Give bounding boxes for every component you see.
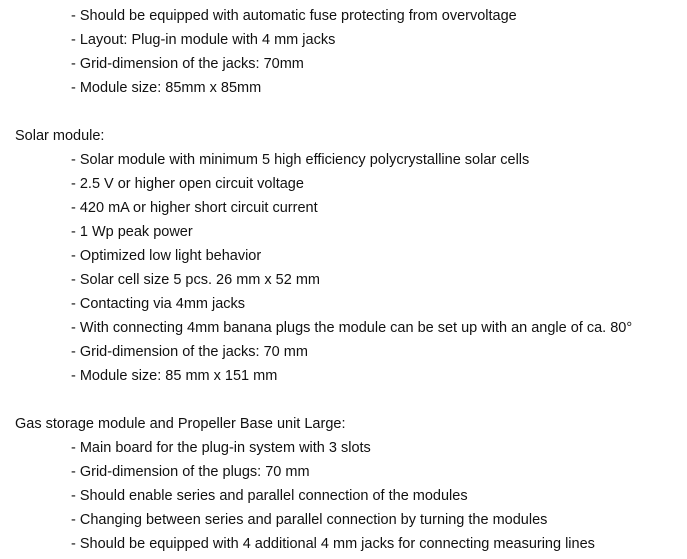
gas-item-4: - Changing between series and parallel connection by turning the modules: [71, 512, 548, 528]
gas-item-3: - Should enable series and parallel connection of the modules: [71, 488, 468, 504]
intro-item-2: - Layout: Plug-in module with 4 mm jacks: [71, 32, 336, 48]
gas-item-1: - Main board for the plug-in system with 3 slots: [71, 440, 371, 456]
solar-item-9: - Grid-dimension of the jacks: 70 mm: [71, 344, 308, 360]
solar-item-10: - Module size: 85 mm x 151 mm: [71, 368, 278, 384]
solar-item-7: - Contacting via 4mm jacks: [71, 296, 246, 312]
intro-item-3: - Grid-dimension of the jacks: 70mm: [71, 56, 304, 72]
intro-item-4: - Module size: 85mm x 85mm: [71, 80, 262, 96]
intro-item-1: - Should be equipped with automatic fuse protecting from overvoltage: [71, 8, 517, 24]
solar-item-1: - Solar module with minimum 5 high efficiency polycrystalline solar cells: [71, 152, 530, 168]
gas-item-5: - Should be equipped with 4 additional 4 mm jacks for connecting measuring lines: [71, 536, 595, 552]
solar-item-8: - With connecting 4mm banana plugs the module can be set up with an angle of ca. 80°: [71, 320, 633, 336]
gas-storage-heading: Gas storage module and Propeller Base unit Large:: [15, 416, 346, 432]
solar-item-3: - 420 mA or higher short circuit current: [71, 200, 318, 216]
solar-module-heading: Solar module:: [15, 128, 105, 144]
solar-item-2: - 2.5 V or higher open circuit voltage: [71, 176, 304, 192]
solar-item-5: - Optimized low light behavior: [71, 248, 262, 264]
solar-item-6: - Solar cell size 5 pcs. 26 mm x 52 mm: [71, 272, 320, 288]
solar-item-4: - 1 Wp peak power: [71, 224, 193, 240]
gas-item-2: - Grid-dimension of the plugs: 70 mm: [71, 464, 310, 480]
